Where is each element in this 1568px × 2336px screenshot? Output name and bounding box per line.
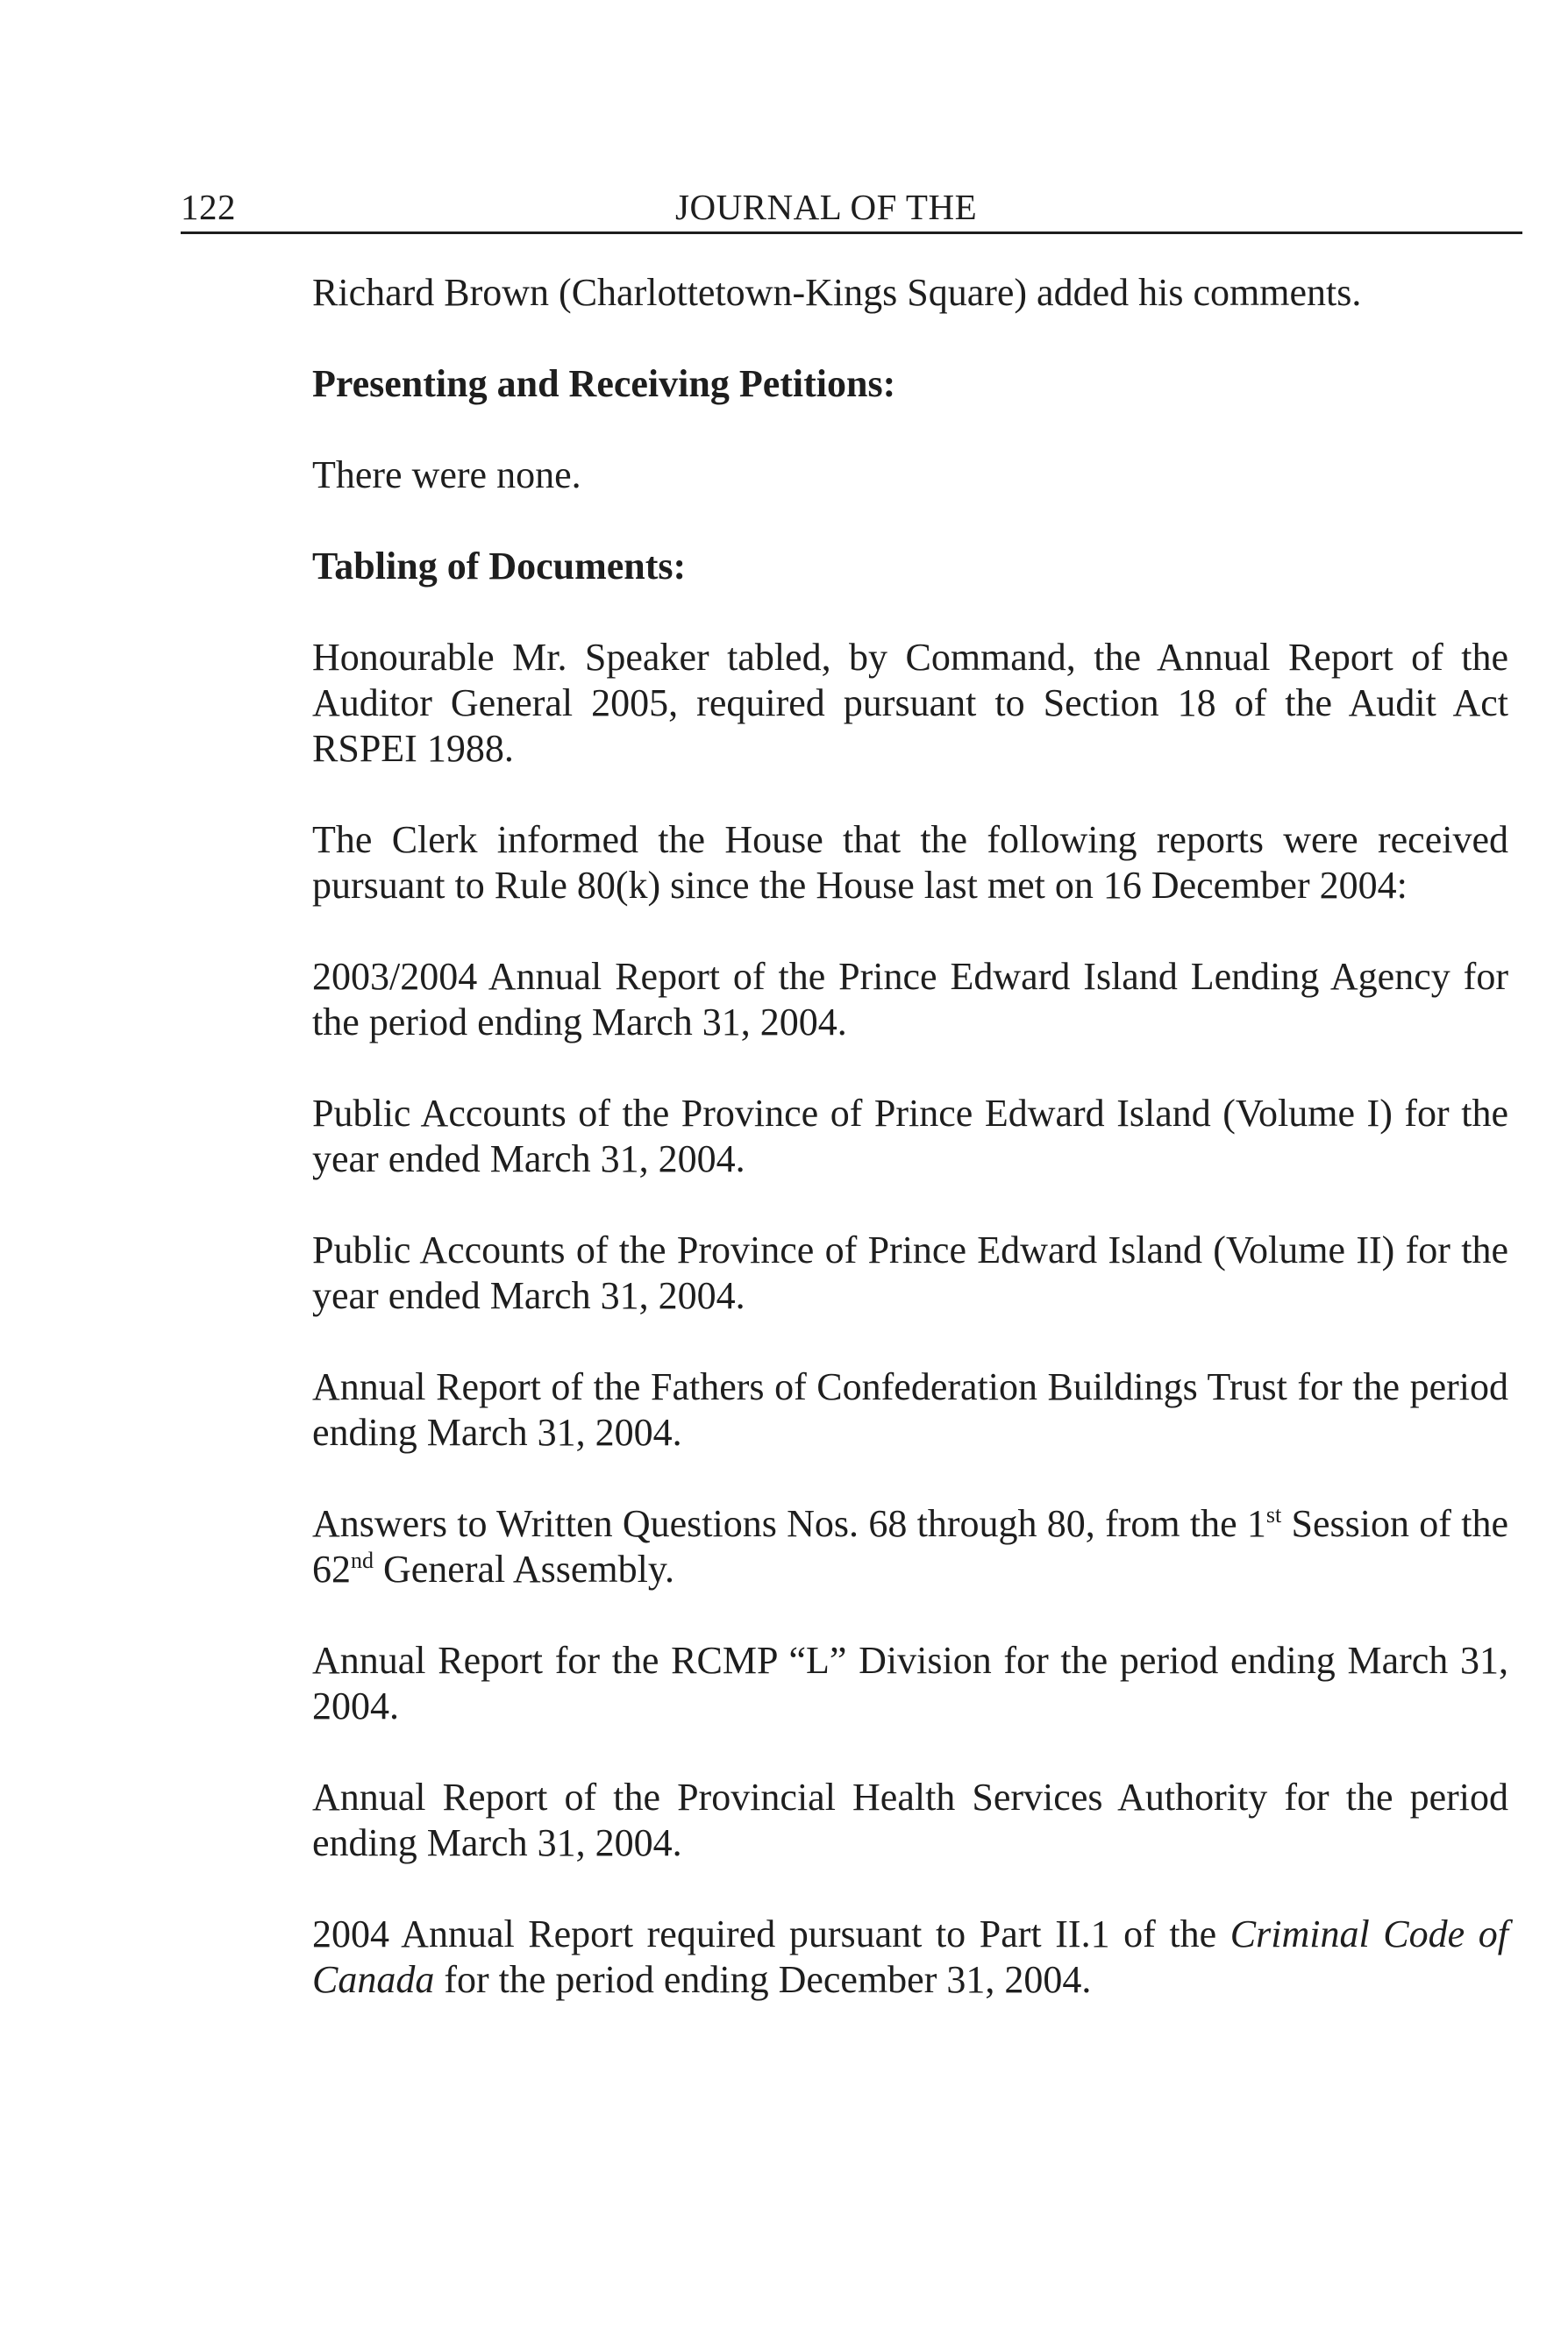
written-questions-text-1: Answers to Written Questions Nos. 68 through 80, from the 1 xyxy=(312,1502,1266,1545)
running-header xyxy=(181,182,1522,234)
criminal-code-title: Criminal Code of Canada xyxy=(312,1912,1508,2001)
tabling-heading: Tabling of Documents: xyxy=(312,545,687,588)
report-rcmp: Annual Report for the RCMP “L” Division for the period ending March 31, 2004. xyxy=(312,1639,1508,1727)
journal-title: JOURNAL OF THE xyxy=(675,187,978,227)
report-written-questions xyxy=(312,1501,1508,1592)
report-lending-agency: 2003/2004 Annual Report of the Prince Edward Island Lending Agency for the period ending March 31, 2004. xyxy=(312,955,1508,1043)
ordinal-suffix-nd: nd xyxy=(351,1548,374,1573)
page-number: 122 xyxy=(181,187,236,227)
tabling-paragraph: Honourable Mr. Speaker tabled, by Command, the Annual Report of the Auditor General 2005, required pursuant to Section 18 of the Audit Act RSPEI 1988. xyxy=(312,636,1508,770)
report-criminal-code xyxy=(312,1912,1508,2003)
criminal-code-text-1: 2004 Annual Report required pursuant to Part II.1 of the xyxy=(312,1912,1230,1955)
report-public-accounts-vol-1: Public Accounts of the Province of Prince Edward Island (Volume I) for the year ended March 31, 2004. xyxy=(312,1092,1508,1180)
report-health-services: Annual Report of the Provincial Health Services Authority for the period ending March 31, 2004. xyxy=(312,1776,1508,1864)
report-public-accounts-vol-2: Public Accounts of the Province of Prince Edward Island (Volume II) for the year ended March 31, 2004. xyxy=(312,1229,1508,1317)
clerk-paragraph: The Clerk informed the House that the following reports were received pursuant to Rule 80(k) since the House last met on 16 December 2004: xyxy=(312,818,1508,907)
report-confederation-trust: Annual Report of the Fathers of Confederation Buildings Trust for the period ending March 31, 2004. xyxy=(312,1365,1508,1454)
intro-paragraph: Richard Brown (Charlottetown-Kings Square) added his comments. xyxy=(312,271,1362,314)
body-text xyxy=(312,270,1508,2003)
ordinal-suffix-st: st xyxy=(1265,1502,1282,1528)
petitions-heading: Presenting and Receiving Petitions: xyxy=(312,362,896,405)
criminal-code-text-2: for the period ending December 31, 2004. xyxy=(434,1958,1092,2001)
petitions-paragraph: There were none. xyxy=(312,453,581,496)
written-questions-text-2: Session of the 62 xyxy=(312,1502,1508,1591)
written-questions-text-3: General Assembly. xyxy=(374,1548,674,1591)
